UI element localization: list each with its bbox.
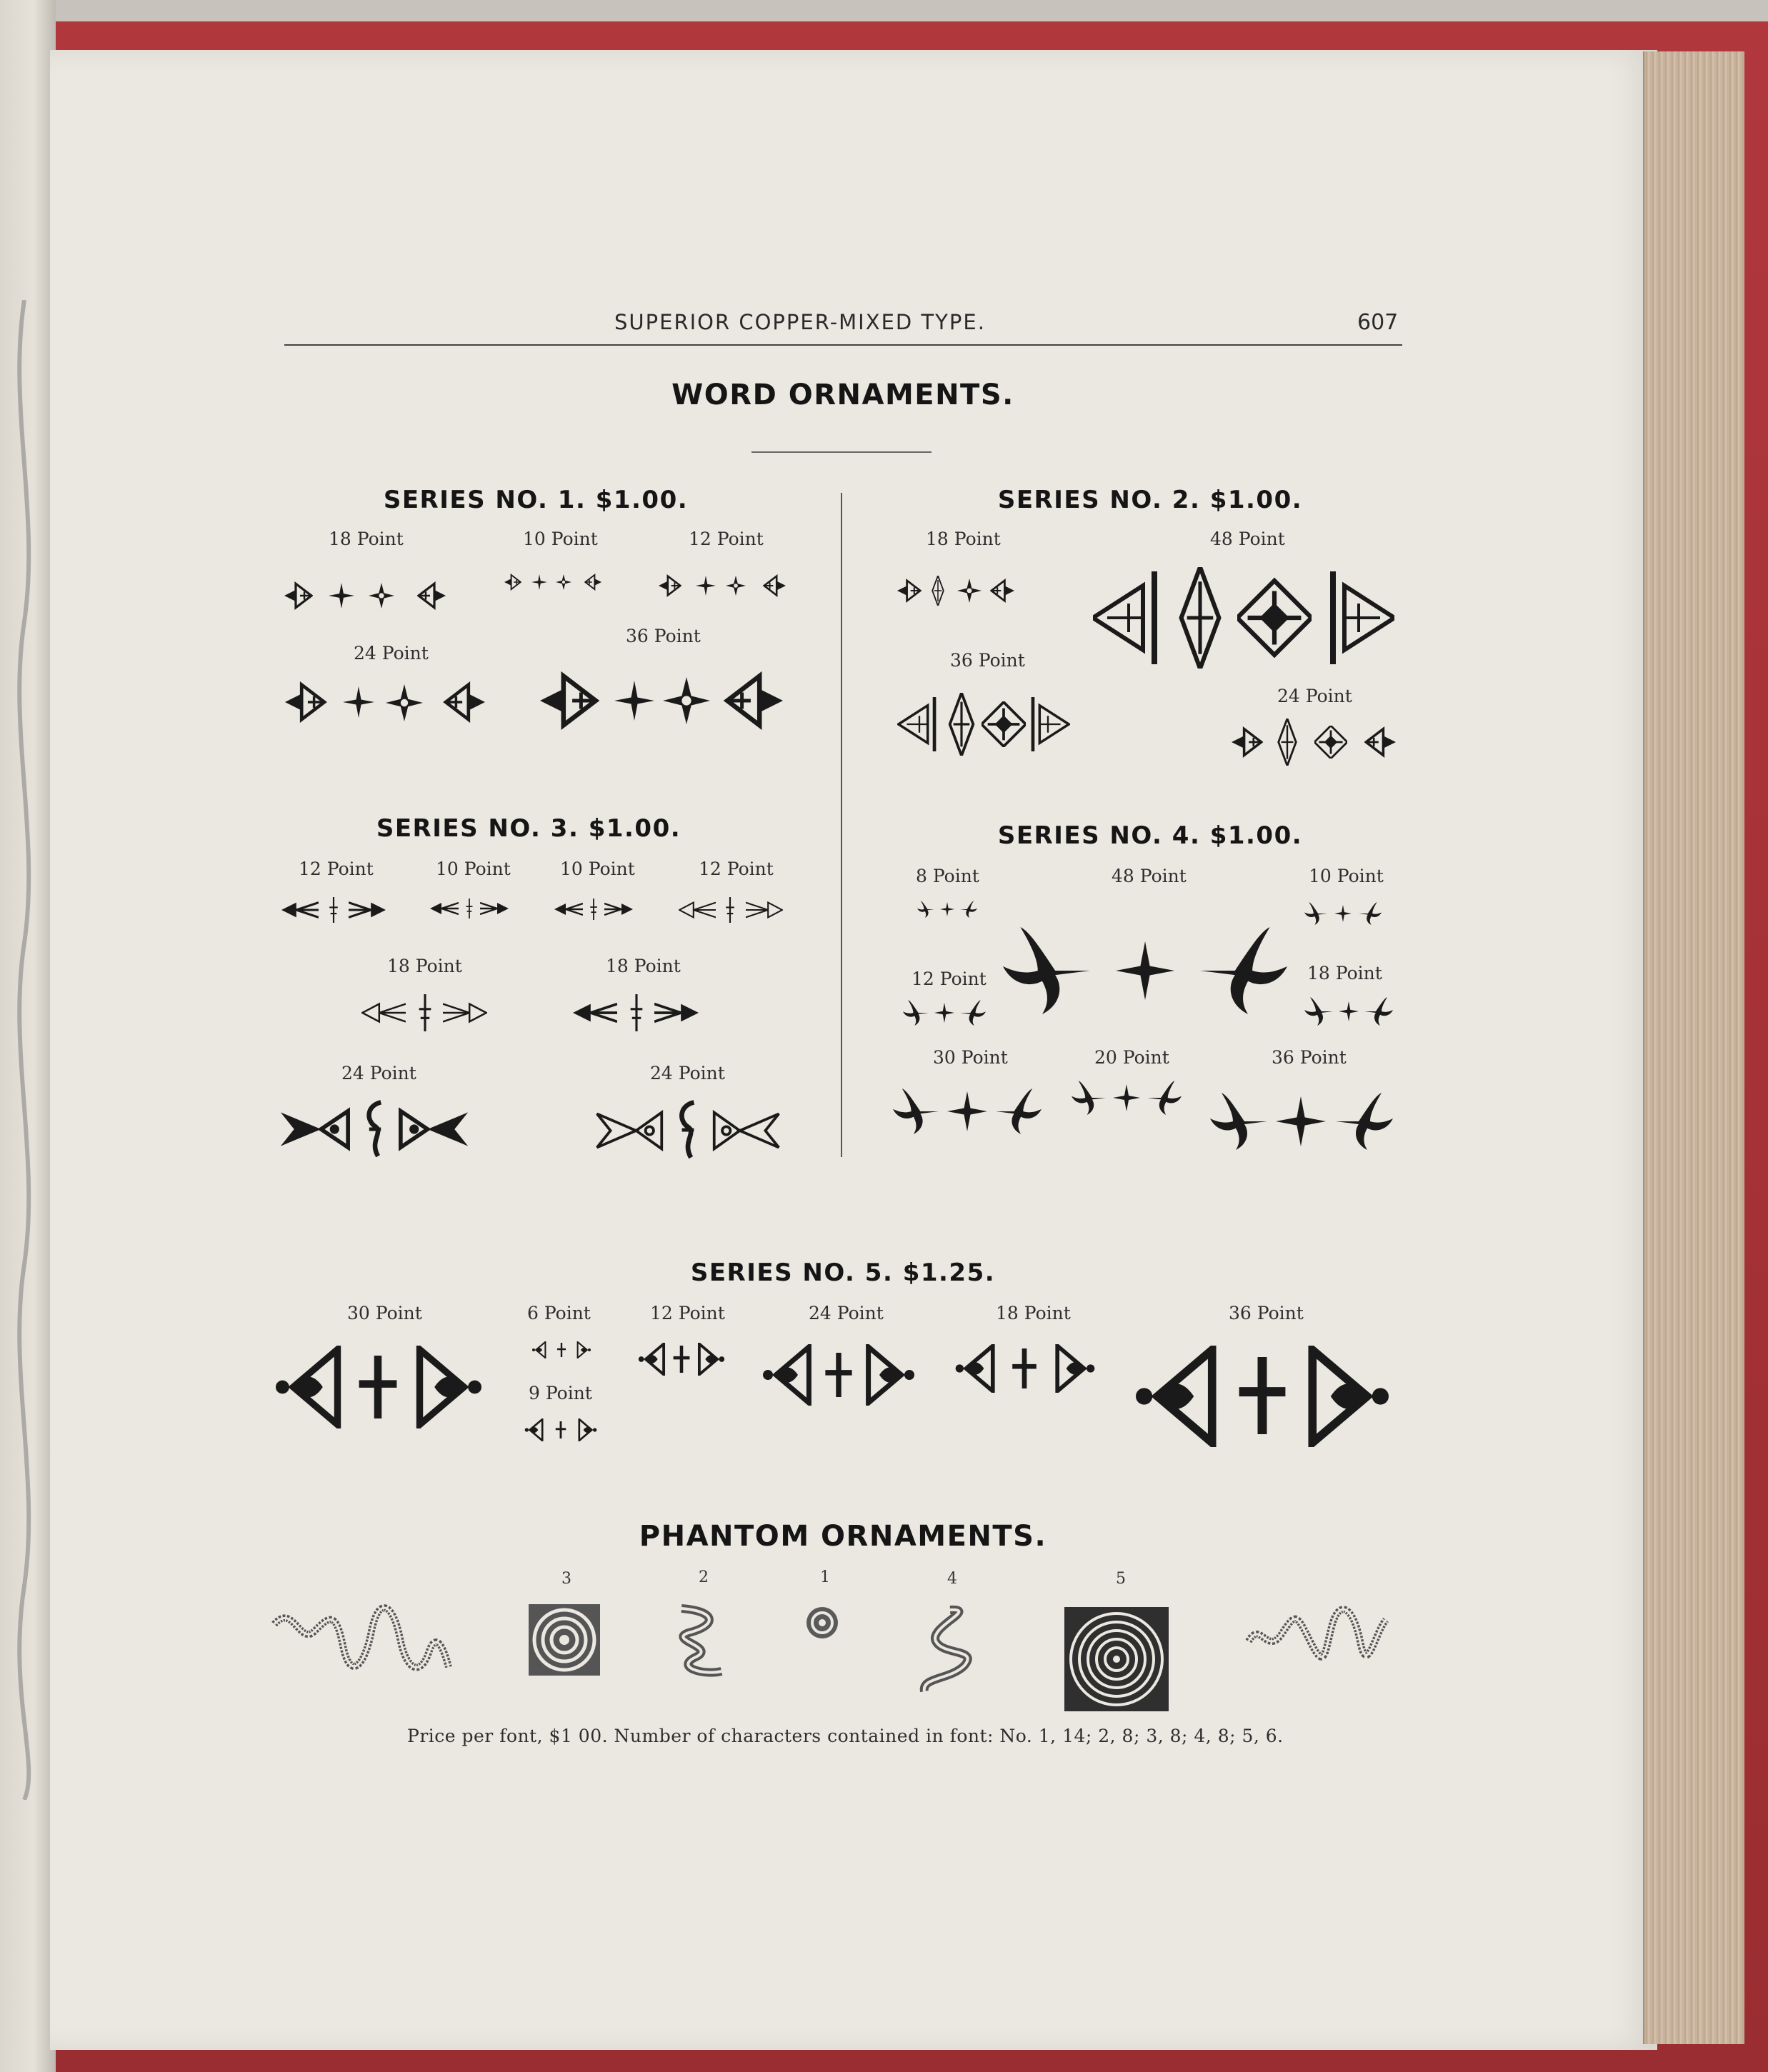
series-3-label: 18 Point (387, 956, 462, 976)
series-4-20pt-ornament-icon (1072, 1078, 1182, 1117)
series-3-label: 18 Point (606, 956, 681, 976)
phantom-number: 5 (1116, 1570, 1126, 1588)
series-4-8pt-ornament-icon (917, 900, 977, 919)
series-2-label: 36 Point (950, 650, 1025, 671)
series-3-label: 12 Point (699, 859, 774, 879)
phantom-1-spiral-icon (801, 1604, 843, 1641)
series-1-label: 10 Point (523, 529, 598, 549)
series-1-label: 24 Point (354, 643, 429, 664)
series-1-18pt-ornament-icon (284, 580, 449, 611)
phantom-number: 3 (561, 1570, 571, 1588)
series-2-label: 48 Point (1210, 529, 1285, 549)
phantom-title: PHANTOM ORNAMENTS. (639, 1520, 1047, 1553)
header-rule (284, 344, 1402, 346)
series-4-label: 48 Point (1112, 866, 1187, 886)
price-footer: Price per font, $1 00. Number of characters contained in font: No. 1, 14; 2, 8; 3, 8; 4, 8; 5, 6. (407, 1726, 1284, 1746)
phantom-3-spiral-icon (527, 1603, 601, 1677)
series-1-label: 12 Point (689, 529, 764, 549)
series-1-10pt-ornament-icon (504, 573, 604, 591)
series-5-30pt-ornament-icon (276, 1343, 483, 1431)
series-2-title: SERIES NO. 2. $1.00. (997, 486, 1303, 514)
series-2-48pt-ornament-icon (1093, 567, 1396, 669)
series-4-label: 20 Point (1094, 1047, 1169, 1068)
page-stack-edges (1643, 51, 1744, 2044)
series-5-12pt-ornament-icon (637, 1341, 726, 1377)
series-3-10pt-ornament-icon (430, 899, 511, 919)
series-4-title: SERIES NO. 4. $1.00. (997, 821, 1303, 850)
series-4-18pt-ornament-icon (1304, 996, 1394, 1027)
series-3-label: 10 Point (436, 859, 511, 879)
column-divider (841, 493, 842, 1157)
series-1-36pt-ornament-icon (537, 669, 787, 733)
series-4-label: 12 Point (912, 969, 987, 989)
series-4-12pt-ornament-icon (903, 999, 986, 1027)
series-5-label: 12 Point (650, 1303, 725, 1323)
title-rule (751, 451, 932, 453)
phantom-wave-border-icon (1246, 1606, 1389, 1660)
series-1-label: 18 Point (329, 529, 404, 549)
phantom-number: 1 (820, 1568, 830, 1586)
series-3-12pt-ornament-icon (679, 897, 784, 923)
series-5-label: 30 Point (347, 1303, 422, 1323)
series-2-24pt-ornament-icon (1232, 719, 1399, 766)
phantom-number: 2 (699, 1568, 709, 1586)
phantom-wave-border-icon (271, 1603, 451, 1681)
phantom-2-scroll-icon (674, 1604, 727, 1678)
series-5-label: 18 Point (996, 1303, 1071, 1323)
series-3-12pt-ornament-icon (281, 897, 389, 923)
series-5-label: 9 Point (529, 1383, 592, 1403)
series-3-24pt-ornament-icon (279, 1100, 471, 1158)
series-4-10pt-ornament-icon (1304, 901, 1383, 926)
phantom-number: 4 (947, 1570, 957, 1588)
series-4-label: 10 Point (1309, 866, 1384, 886)
series-1-label: 36 Point (626, 626, 701, 646)
series-3-label: 24 Point (341, 1063, 416, 1083)
series-2-36pt-ornament-icon (897, 693, 1072, 756)
series-1-12pt-ornament-icon (659, 573, 787, 599)
series-3-label: 12 Point (299, 859, 374, 879)
series-1-24pt-ornament-icon (284, 680, 491, 724)
left-page-ornament-icon (4, 300, 44, 1800)
series-4-36pt-ornament-icon (1210, 1091, 1394, 1151)
series-4-label: 36 Point (1272, 1047, 1347, 1068)
page-number: 607 (1357, 310, 1399, 335)
phantom-4-scroll-icon (914, 1606, 986, 1697)
series-3-title: SERIES NO. 3. $1.00. (376, 814, 681, 843)
series-4-30pt-ornament-icon (893, 1086, 1043, 1137)
series-2-label: 24 Point (1277, 686, 1352, 706)
series-3-label: 10 Point (560, 859, 635, 879)
series-5-label: 6 Point (527, 1303, 591, 1323)
series-1-title: SERIES NO. 1. $1.00. (383, 486, 689, 514)
series-2-18pt-ornament-icon (897, 574, 1017, 607)
series-5-18pt-ornament-icon (953, 1343, 1099, 1394)
phantom-5-spiral-icon (1063, 1606, 1170, 1713)
series-5-6pt-ornament-icon (529, 1341, 596, 1358)
series-5-24pt-ornament-icon (763, 1343, 916, 1407)
series-3-18pt-ornament-icon (573, 994, 700, 1031)
series-5-title: SERIES NO. 5. $1.25. (690, 1258, 996, 1287)
series-4-48pt-ornament-icon (1003, 926, 1286, 1016)
series-3-24pt-ornament-icon (594, 1100, 783, 1160)
series-5-36pt-ornament-icon (1136, 1343, 1390, 1450)
series-2-label: 18 Point (926, 529, 1001, 549)
series-3-10pt-ornament-icon (554, 899, 636, 920)
series-4-label: 8 Point (916, 866, 979, 886)
running-head: SUPERIOR COPPER-MIXED TYPE. (614, 310, 986, 334)
series-5-label: 24 Point (809, 1303, 884, 1323)
series-4-label: 30 Point (933, 1047, 1008, 1068)
series-4-label: 18 Point (1307, 963, 1382, 984)
series-3-18pt-ornament-icon (361, 994, 489, 1031)
page-title: WORD ORNAMENTS. (671, 379, 1014, 411)
series-5-9pt-ornament-icon (521, 1418, 601, 1441)
series-5-label: 36 Point (1229, 1303, 1304, 1323)
series-3-label: 24 Point (650, 1063, 725, 1083)
page (50, 50, 1657, 2050)
